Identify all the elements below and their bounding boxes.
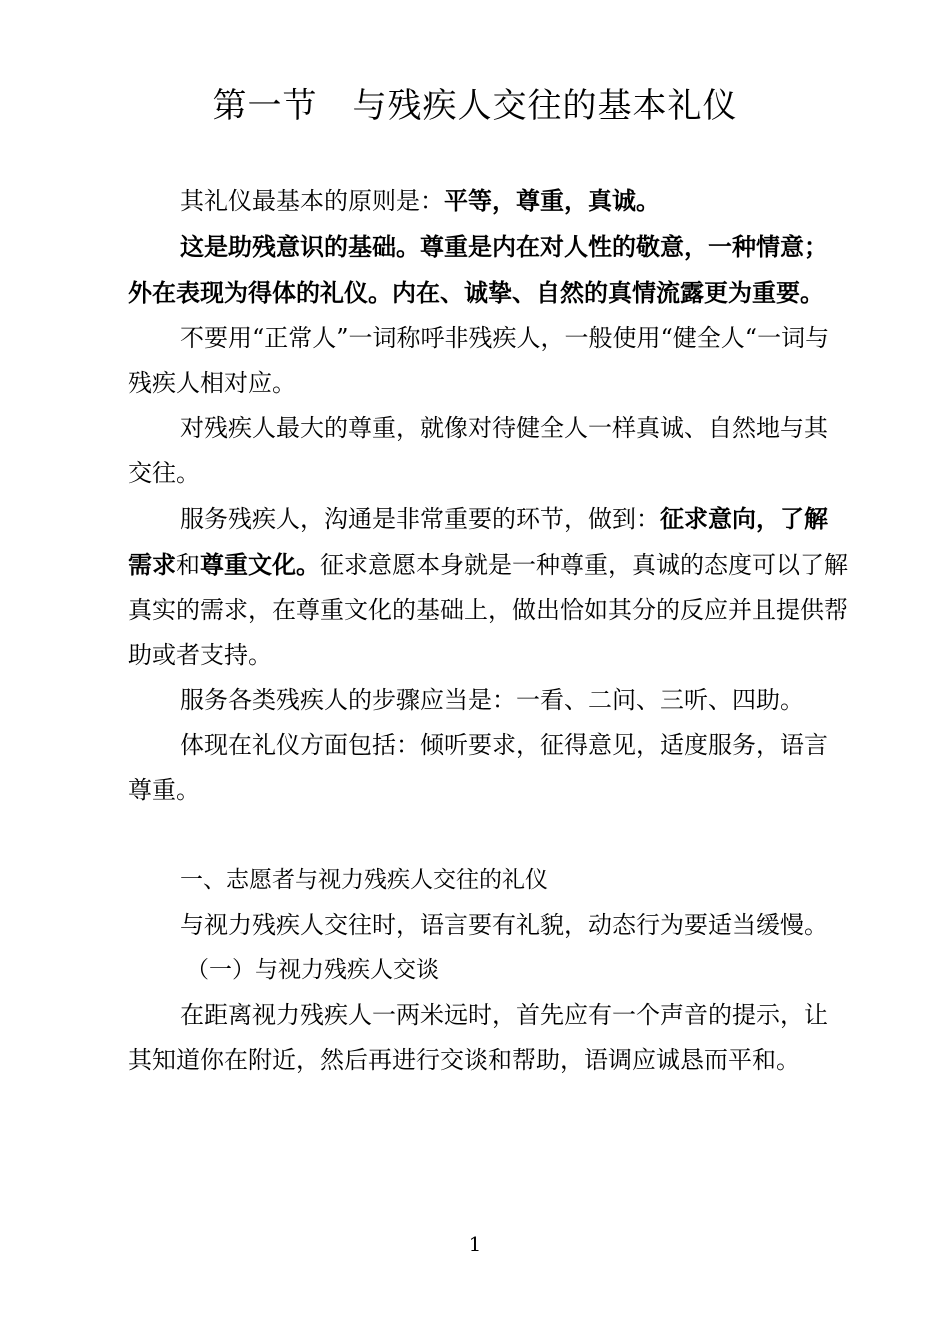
paragraph-terminology: 不要用“正常人”一词称呼非残疾人，一般使用“健全人“一词与残疾人相对应。 bbox=[128, 324, 830, 397]
paragraph-visual-intro: 与视力残疾人交往时，语言要有礼貌，动态行为要适当缓慢。 bbox=[180, 911, 828, 939]
paragraph-visual-conversation: 在距离视力残疾人一两米远时，首先应有一个声音的提示，让其知道你在附近，然后再进行交谈和帮助，语调应诚恳而平和。 bbox=[128, 1001, 828, 1074]
communication-detail-text: 征求意愿本身就是一种尊重，真诚的态度可以了解真实的需求，在尊重文化的基础上，做出恰如其分的反应并且提供帮助或者支持。 bbox=[128, 551, 848, 669]
principles-bold-text: 平等，尊重，真诚。 bbox=[444, 186, 660, 215]
paragraph-principles bbox=[128, 178, 848, 224]
section-spacer bbox=[128, 813, 848, 858]
principles-intro-text: 其礼仪最基本的原则是： bbox=[180, 187, 444, 215]
communication-bold-text-1: 征求意向，了解需求 bbox=[128, 504, 828, 579]
paragraph-communication bbox=[128, 496, 848, 678]
paragraph-respect: 对残疾人最大的尊重，就像对待健全人一样真诚、自然地与其交往。 bbox=[128, 414, 828, 487]
communication-bold-text-2: 尊重文化。 bbox=[200, 550, 320, 579]
section-heading: 一、志愿者与视力残疾人交往的礼仪 bbox=[180, 867, 548, 893]
page-title: 第一节 与残疾人交往的基本礼仪 bbox=[212, 86, 738, 126]
paragraph-etiquette: 体现在礼仪方面包括：倾听要求，征得意见，适度服务，语言尊重。 bbox=[128, 731, 828, 804]
communication-connector-text: 和 bbox=[176, 551, 200, 579]
subsection-heading: （一）与视力残疾人交谈 bbox=[186, 957, 439, 983]
page-number: 1 bbox=[468, 1232, 482, 1256]
foundation-bold-text: 这是助残意识的基础。尊重是内在对人性的敬意，一种情意；外在表现为得体的礼仪。内在、诚挚、自然的真情流露更为重要。 bbox=[128, 232, 828, 307]
paragraph-steps: 服务各类残疾人的步骤应当是：一看、二问、三听、四助。 bbox=[180, 686, 804, 714]
paragraph-foundation bbox=[128, 224, 848, 316]
communication-intro-text: 服务残疾人，沟通是非常重要的环节，做到： bbox=[180, 505, 660, 533]
document-body bbox=[128, 178, 848, 1083]
